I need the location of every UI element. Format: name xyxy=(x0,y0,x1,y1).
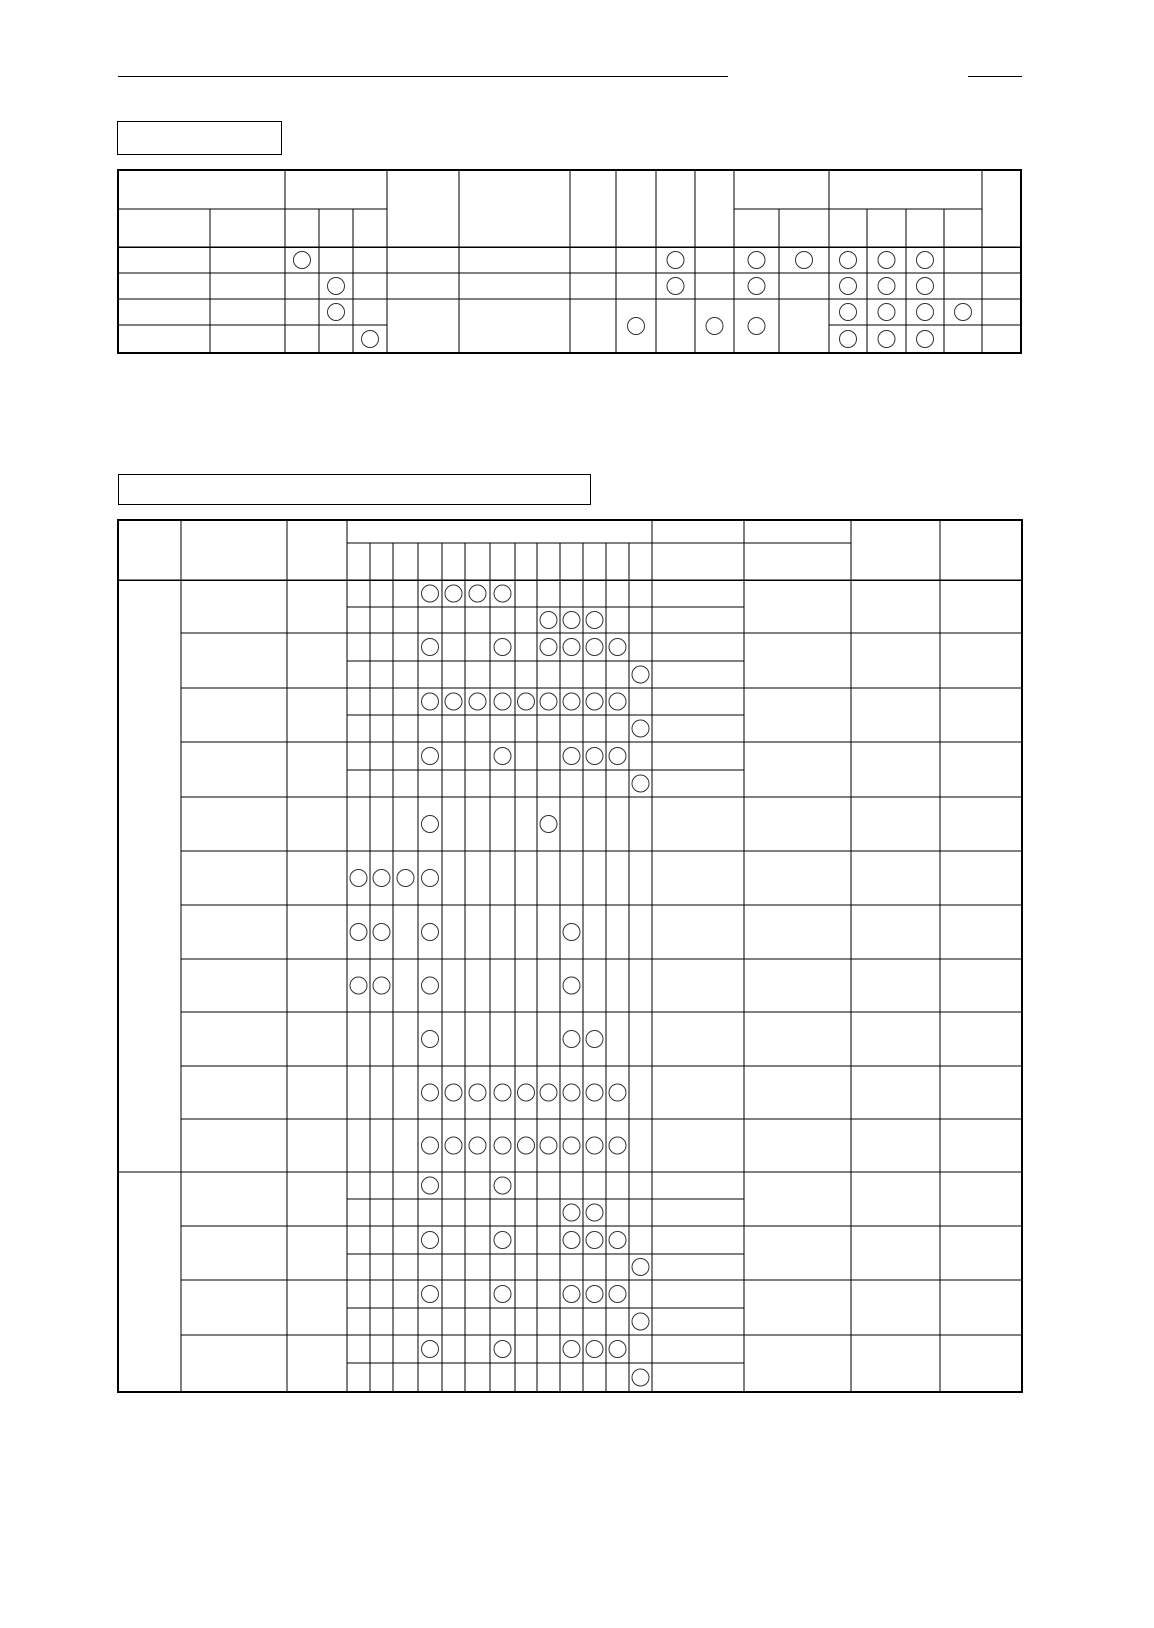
table-2-mark xyxy=(609,1232,626,1249)
table-2-mark xyxy=(563,1204,580,1221)
table-2-mark xyxy=(494,1286,511,1303)
table-2-mark xyxy=(563,1084,580,1101)
table-2-mark xyxy=(422,639,439,656)
table-2-mark xyxy=(586,1084,603,1101)
table-2-mark xyxy=(445,693,462,710)
table-2-mark xyxy=(586,748,603,765)
table-2-mark xyxy=(518,1084,535,1101)
table-2-mark xyxy=(445,1084,462,1101)
table-2-mark xyxy=(373,977,390,994)
table-2-mark xyxy=(586,1341,603,1358)
table-2-mark xyxy=(422,977,439,994)
table-2-mark xyxy=(422,816,439,833)
table-2-border xyxy=(118,520,1022,1392)
table-2-mark xyxy=(422,1177,439,1194)
table-2-mark xyxy=(445,1137,462,1154)
table-2-mark xyxy=(518,1137,535,1154)
table-2-mark xyxy=(494,1084,511,1101)
table-2-mark xyxy=(563,977,580,994)
table-2-mark xyxy=(494,1232,511,1249)
table-2-mark xyxy=(586,612,603,629)
table-2-mark xyxy=(632,1259,649,1276)
table-2-mark xyxy=(563,1031,580,1048)
table-2-mark xyxy=(540,1084,557,1101)
table-2-mark xyxy=(494,639,511,656)
table-2-mark xyxy=(586,1137,603,1154)
table-2-mark xyxy=(494,1137,511,1154)
table-2-mark xyxy=(609,693,626,710)
table-2-mark xyxy=(563,1232,580,1249)
table-2-mark xyxy=(350,924,367,941)
table-2-mark xyxy=(494,748,511,765)
table-2-mark xyxy=(422,924,439,941)
table-2-mark xyxy=(586,639,603,656)
table-2-mark xyxy=(494,1341,511,1358)
table-2-mark xyxy=(540,693,557,710)
table-2-mark xyxy=(586,1031,603,1048)
table-2-mark xyxy=(563,924,580,941)
table-2-mark xyxy=(397,870,414,887)
table-2-mark xyxy=(540,612,557,629)
table-2-mark xyxy=(540,639,557,656)
table-2-mark xyxy=(563,1286,580,1303)
table-2-mark xyxy=(609,1286,626,1303)
table-2-mark xyxy=(586,1286,603,1303)
table-2-mark xyxy=(373,870,390,887)
table-2-mark xyxy=(494,693,511,710)
table-2-mark xyxy=(494,585,511,602)
table-2-mark xyxy=(494,1177,511,1194)
table-2-mark xyxy=(586,1232,603,1249)
table-2-mark xyxy=(469,1137,486,1154)
table-2-mark xyxy=(422,693,439,710)
table-2-mark xyxy=(609,1341,626,1358)
table-2-mark xyxy=(586,693,603,710)
table-2-mark xyxy=(563,1341,580,1358)
table-2-mark xyxy=(445,585,462,602)
table-2-mark xyxy=(422,1232,439,1249)
table-2-mark xyxy=(422,1084,439,1101)
table-2-mark xyxy=(609,1137,626,1154)
table-2-mark xyxy=(609,748,626,765)
table-2-mark xyxy=(350,870,367,887)
table-2-mark xyxy=(422,870,439,887)
table-2-mark xyxy=(563,748,580,765)
table-2-mark xyxy=(563,639,580,656)
table-2-mark xyxy=(422,1137,439,1154)
table-2-mark xyxy=(350,977,367,994)
table-2-mark xyxy=(632,666,649,683)
table-2-mark xyxy=(632,720,649,737)
table-2-mark xyxy=(632,1313,649,1330)
table-2-mark xyxy=(469,585,486,602)
table-2-mark xyxy=(518,693,535,710)
table-2-mark xyxy=(469,693,486,710)
table-2-mark xyxy=(609,639,626,656)
table-2-mark xyxy=(563,612,580,629)
table-2-mark xyxy=(422,1286,439,1303)
table-2-mark xyxy=(373,924,390,941)
table-2-mark xyxy=(422,1341,439,1358)
table-2-mark xyxy=(609,1084,626,1101)
table-2-mark xyxy=(422,1031,439,1048)
table-2-mark xyxy=(563,1137,580,1154)
table-2-mark xyxy=(422,748,439,765)
table-2-mark xyxy=(540,1137,557,1154)
table-2-mark xyxy=(422,585,439,602)
table-2-mark xyxy=(586,1204,603,1221)
table-2-mark xyxy=(632,775,649,792)
table-2-mark xyxy=(540,816,557,833)
table-2-mark xyxy=(469,1084,486,1101)
table-2-mark xyxy=(632,1369,649,1386)
table-2-mark xyxy=(563,693,580,710)
